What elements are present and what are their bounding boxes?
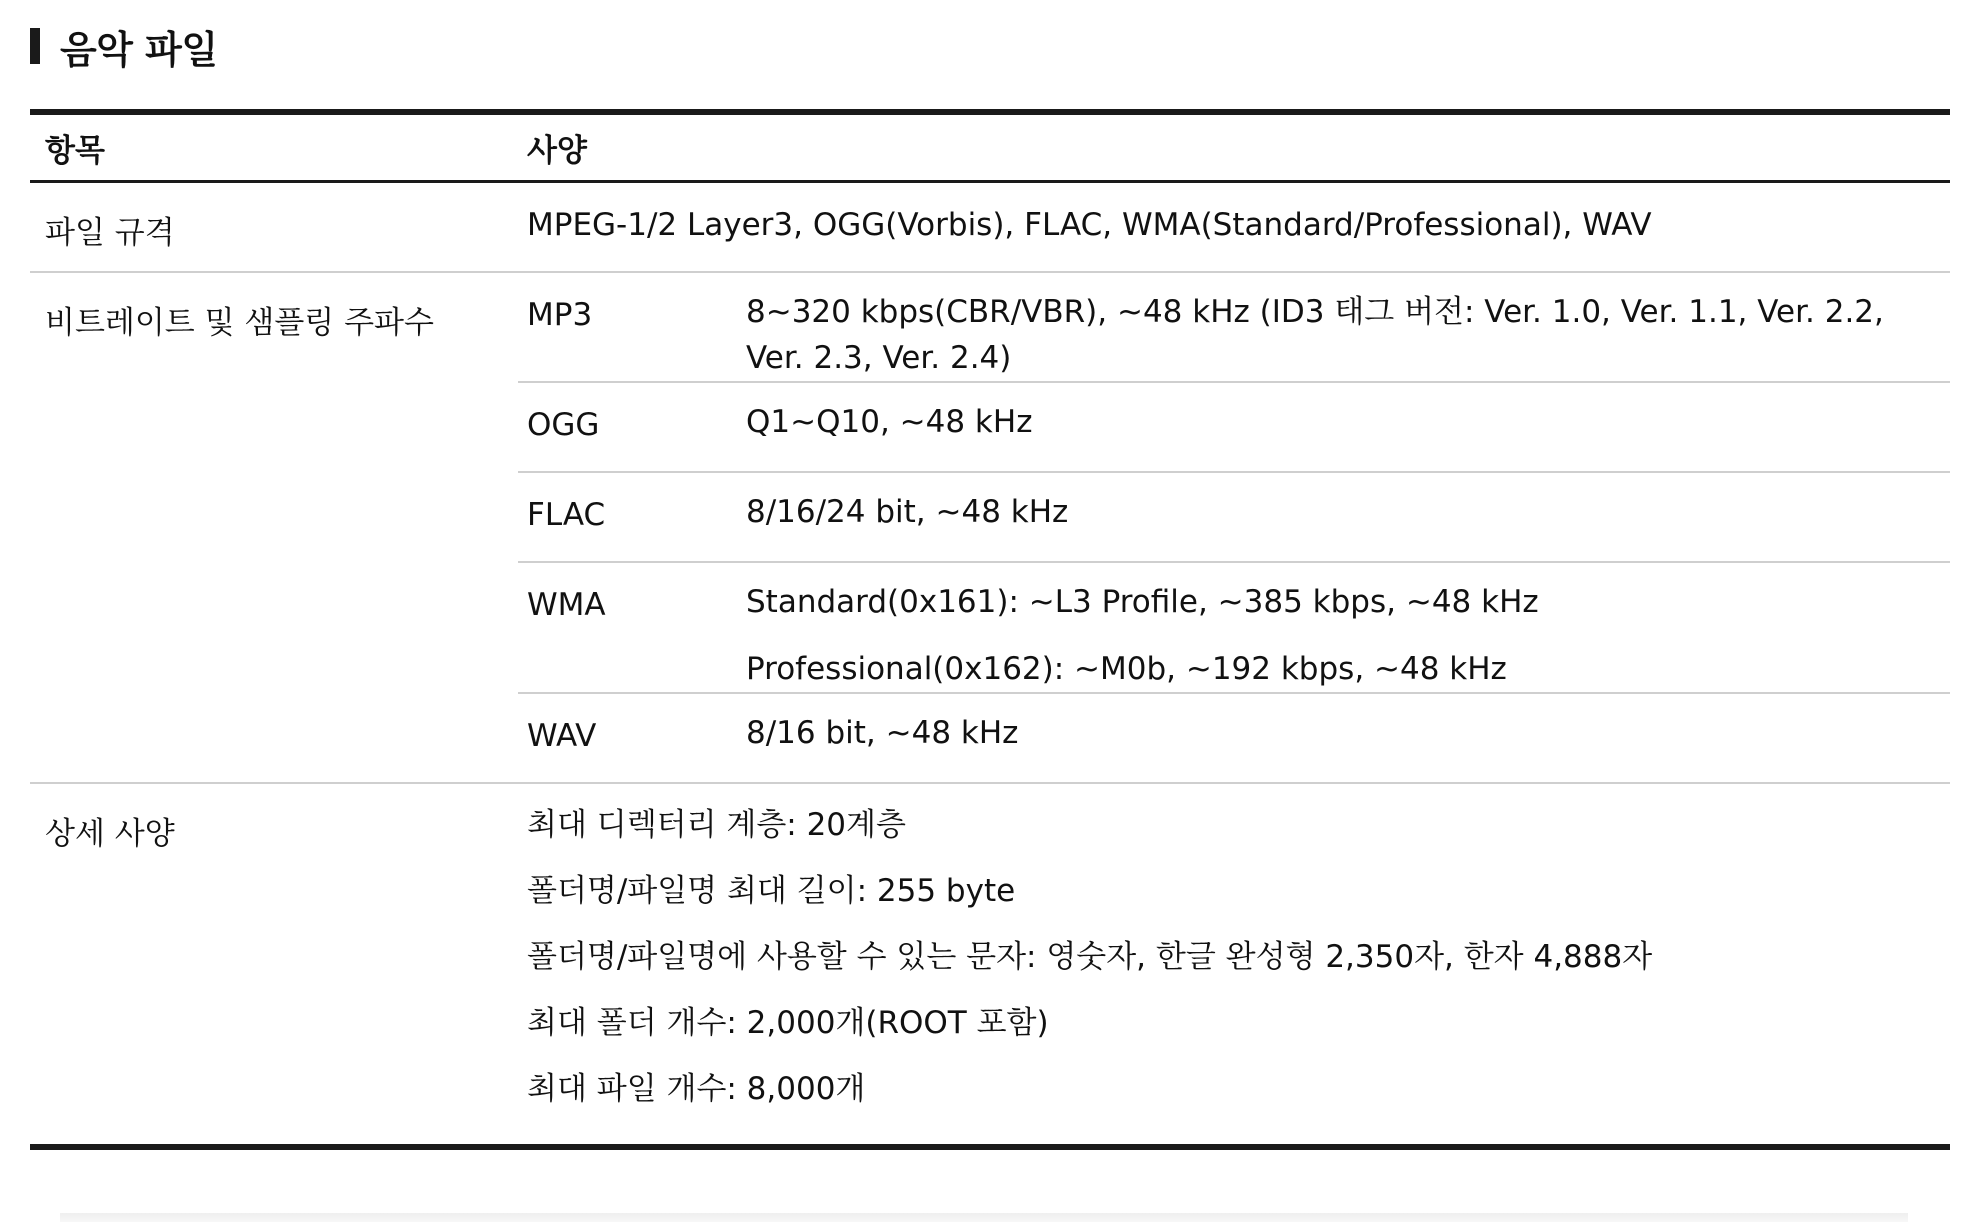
table-header-row: [30, 115, 1950, 183]
sub-row-wma: [518, 563, 1950, 694]
format-label-wav: WAV: [527, 718, 597, 754]
row-details: [30, 784, 1950, 1144]
sub-row-mp3: [518, 273, 1950, 383]
header-spec: 사양: [527, 133, 587, 169]
bitrate-subtable: [518, 273, 1950, 782]
detail-line: 폴더명/파일명 최대 길이: 255 byte: [527, 873, 1016, 909]
format-label-flac: FLAC: [527, 497, 606, 533]
format-value-mp3: 8~320 kbps(CBR/VBR), ~48 kHz (ID3 태그 버전: Ver. 1.0, Ver. 1.1, Ver. 2.2, Ver. 2.3, Ver. 2.4): [746, 294, 1884, 376]
header-item: 항목: [45, 133, 105, 169]
format-value-wav: 8/16 bit, ~48 kHz: [746, 715, 1019, 751]
file-format-value: MPEG-1/2 Layer3, OGG(Vorbis), FLAC, WMA(Standard/Professional), WAV: [527, 207, 1652, 243]
sub-row-flac: [518, 473, 1950, 563]
format-value-wma: [746, 555, 1950, 692]
section-marker-bar: [30, 28, 40, 64]
section-title: 음악 파일: [60, 27, 218, 72]
detail-line: 최대 디렉터리 계층: 20계층: [527, 807, 906, 843]
spec-table: [30, 109, 1950, 1150]
row-label-bitrate: 비트레이트 및 샘플링 주파수: [45, 305, 434, 341]
section-header: [30, 18, 218, 74]
detail-line: 최대 파일 개수: 8,000개: [527, 1071, 866, 1107]
sub-row-wav: [518, 694, 1950, 782]
row-label-file-format: 파일 규격: [45, 215, 175, 251]
wma-professional-line: Professional(0x162): ~M0b, ~192 kbps, ~48 kHz: [746, 651, 1507, 687]
format-label-ogg: OGG: [527, 407, 600, 443]
row-bitrate: [30, 273, 1950, 784]
format-label-wma: WMA: [527, 587, 606, 623]
format-label-mp3: MP3: [527, 297, 593, 333]
detail-line: 폴더명/파일명에 사용할 수 있는 문자: 영숫자, 한글 완성형 2,350자, 한자 4,888자: [527, 939, 1653, 975]
format-value-flac: 8/16/24 bit, ~48 kHz: [746, 494, 1069, 530]
row-file-format: [30, 183, 1950, 273]
format-value-ogg: Q1~Q10, ~48 kHz: [746, 404, 1033, 440]
wma-standard-line: Standard(0x161): ~L3 Profile, ~385 kbps, ~48 kHz: [746, 584, 1539, 620]
row-label-details: 상세 사양: [45, 816, 175, 852]
details-list: [518, 784, 1950, 1144]
bottom-shadow-divider: [60, 1213, 1908, 1222]
sub-row-ogg: [518, 383, 1950, 473]
detail-line: 최대 폴더 개수: 2,000개(ROOT 포함): [527, 1005, 1049, 1041]
